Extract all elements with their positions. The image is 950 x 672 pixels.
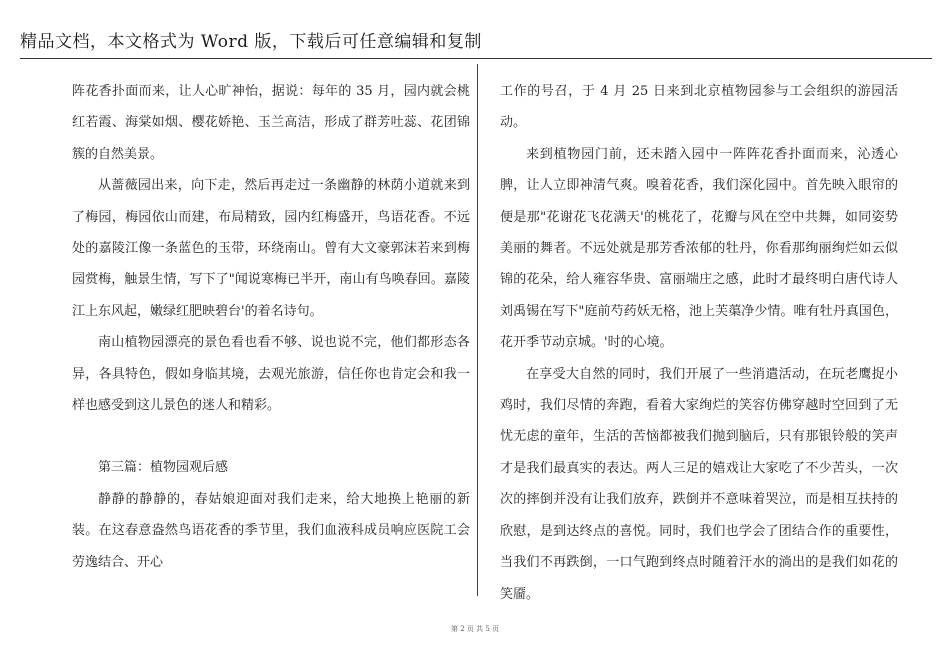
paragraph-garden-entrance: 来到植物园门前，还未踏入园中一阵阵花香扑面而来，沁透心脾，让人立即神清气爽。嗅着花香，我们深化园中。首先映入眼帘的便是那"花谢花飞花满天'的桃花了，花瓣与风在空中共舞，如同姿势美丽的舞者。不远处就是那芳香浓郁的牡丹，你看那绚丽绚烂如云似锦的花朵，给人雍容华贵、富丽端庄之感，此时才最终明白唐代诗人刘禹锡在写下"庭前芍药妖无格，池上芙蕖净少情。唯有牡丹真国色，花开季节动京城。'时的心境。 [500, 146, 898, 351]
document-header-title: 精品文档，本文格式为 Word 版，下载后可任意编辑和复制 [20, 32, 482, 52]
column-divider [477, 64, 478, 596]
paragraph-continued: 阵花香扑面而来，让人心旷神怡，据说：每年的 35 月，园内就会桃红若霞、海棠如烟、樱花娇艳、玉兰高洁，形成了群芳吐蕊、花团锦簇的自然美景。 [72, 84, 470, 162]
paragraph-games: 在享受大自然的同时，我们开展了一些消遣活动，在玩老鹰捉小鸡时，我们尽情的奔跑，看着大家绚烂的笑容仿佛穿越时空回到了无忧无虑的童年，生活的苦恼都被我们抛到脑后，只有那银铃般的笑声才是我们最真实的表达。两人三足的嬉戏让大家吃了不少苦头，一次次的摔倒并没有让我们放弃，跌倒并不意味着哭泣，而是相互扶持的欣慰，是到达终点的喜悦。同时，我们也学会了团结合作的重要性，当我们不再跌倒，一口气跑到终点时随着汗水的淌出的是我们如花的笑靥。 [500, 366, 898, 602]
paragraph-continued-right: 工作的号召，于 4 月 25 日来到北京植物园参与工会组织的游园活动。 [500, 84, 898, 131]
paragraph-spring-intro: 静静的静静的，春姑娘迎面对我们走来，给大地换上艳丽的新装。在这春意盎然鸟语花香的季节里，我们血液科成员响应医院工会劳逸结合、开心 [72, 491, 470, 570]
page-number: 第 2 页 共 5 页 [450, 625, 500, 633]
right-text-column [500, 76, 898, 610]
paragraph-scenery-summary: 南山植物园漂亮的景色看也看不够、说也说不完，他们都形态各异，各具特色，假如身临其境，去观光旅游，信任你也肯定会和我一样也感受到这儿景色的迷人和精彩。 [72, 335, 470, 414]
left-text-column [72, 76, 470, 578]
paragraph-plum-garden: 从蔷薇园出来，向下走，然后再走过一条幽静的林荫小道就来到了梅园，梅园依山而建，布局精致，园内红梅盛开，鸟语花香。不远处的嘉陵江像一条蓝色的玉带，环绕南山。曾有大文豪郭沫若来到梅园赏梅，触景生情，写下了"闻说寒梅已半开，南山有鸟唤春回。嘉陵江上东风起，嫩绿红肥映碧台'的着名诗句。 [72, 178, 470, 319]
section-heading: 第三篇：植物园观后感 [98, 460, 229, 476]
header-divider [20, 58, 932, 59]
